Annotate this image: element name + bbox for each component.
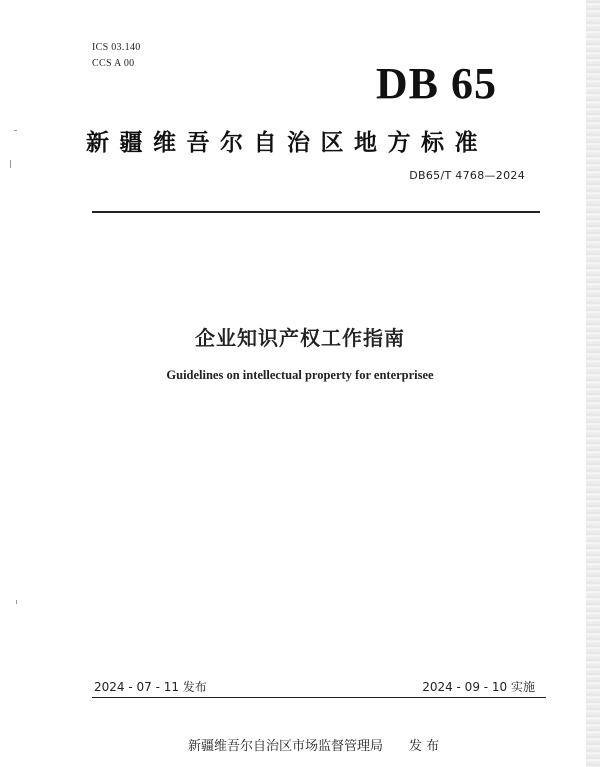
db-logo: DB 65: [375, 59, 497, 108]
issuer-name: 新疆维吾尔自治区市场监督管理局: [188, 739, 384, 754]
implement-date: 2024 - 09 - 10 实施: [422, 680, 535, 694]
header-divider: [92, 211, 540, 213]
issuing-region-title: 新疆维吾尔自治区地方标准: [86, 130, 488, 156]
ics-code: ICS 03.140: [92, 42, 141, 53]
ccs-code: CCS A 00: [92, 58, 135, 69]
scan-speck: [14, 130, 17, 131]
publish-date: 2024 - 07 - 11 发布: [94, 680, 207, 694]
scan-speck: [10, 160, 11, 168]
scan-edge-noise: [586, 0, 600, 767]
standard-number: DB65/T 4768—2024: [409, 169, 525, 182]
document-title-en: Guidelines on intellectual property for enterprisee: [166, 368, 434, 382]
scan-speck: [16, 600, 17, 604]
issuer-line: [188, 735, 439, 754]
footer-divider: [92, 697, 546, 698]
issuer-action: 发 布: [409, 739, 440, 754]
document-title-cn: 企业知识产权工作指南: [195, 326, 405, 350]
